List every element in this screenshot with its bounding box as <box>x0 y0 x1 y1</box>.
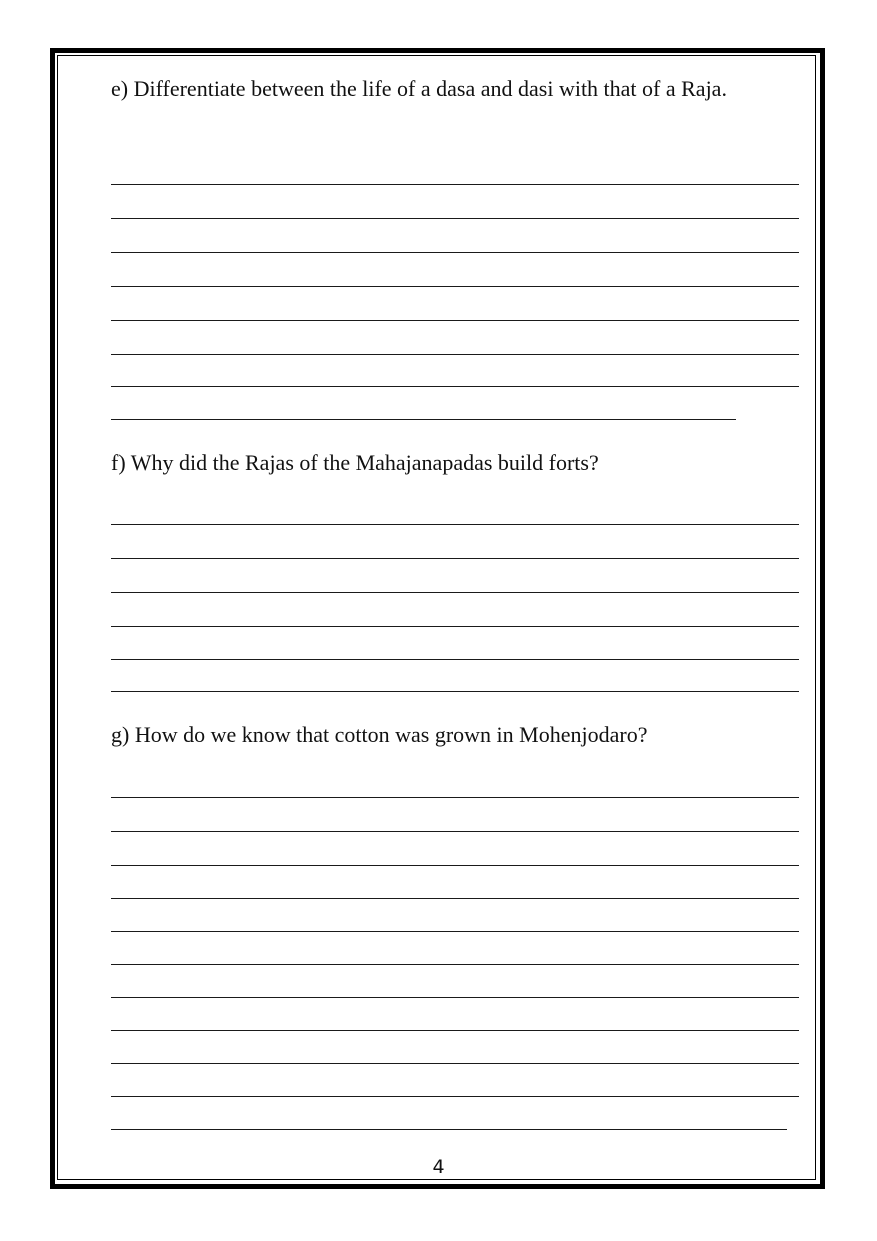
answer-line[interactable] <box>111 1030 799 1031</box>
answer-line[interactable] <box>111 558 799 559</box>
answer-line[interactable] <box>111 931 799 932</box>
answer-line[interactable] <box>111 831 799 832</box>
answer-line[interactable] <box>111 419 736 420</box>
answer-line[interactable] <box>111 320 799 321</box>
answer-line[interactable] <box>111 865 799 866</box>
page-inner-border <box>57 55 816 1180</box>
answer-line[interactable] <box>111 997 799 998</box>
answer-line[interactable] <box>111 626 799 627</box>
answer-line[interactable] <box>111 964 799 965</box>
question-f: f) Why did the Rajas of the Mahajanapadas build forts? <box>111 450 599 475</box>
answer-line[interactable] <box>111 1096 799 1097</box>
answer-line[interactable] <box>111 1063 799 1064</box>
answer-line[interactable] <box>111 286 799 287</box>
answer-line[interactable] <box>111 592 799 593</box>
question-e: e) Differentiate between the life of a dasa and dasi with that of a Raja. <box>111 76 727 101</box>
answer-line[interactable] <box>111 691 799 692</box>
answer-line[interactable] <box>111 252 799 253</box>
answer-line[interactable] <box>111 659 799 660</box>
question-g: g) How do we know that cotton was grown in Mohenjodaro? <box>111 722 648 747</box>
answer-line[interactable] <box>111 524 799 525</box>
answer-line[interactable] <box>111 354 799 355</box>
answer-line[interactable] <box>111 218 799 219</box>
answer-line[interactable] <box>111 184 799 185</box>
answer-line[interactable] <box>111 797 799 798</box>
answer-line[interactable] <box>111 898 799 899</box>
answer-line[interactable] <box>111 1129 787 1130</box>
answer-line[interactable] <box>111 386 799 387</box>
page-number: 4 <box>432 1156 445 1178</box>
